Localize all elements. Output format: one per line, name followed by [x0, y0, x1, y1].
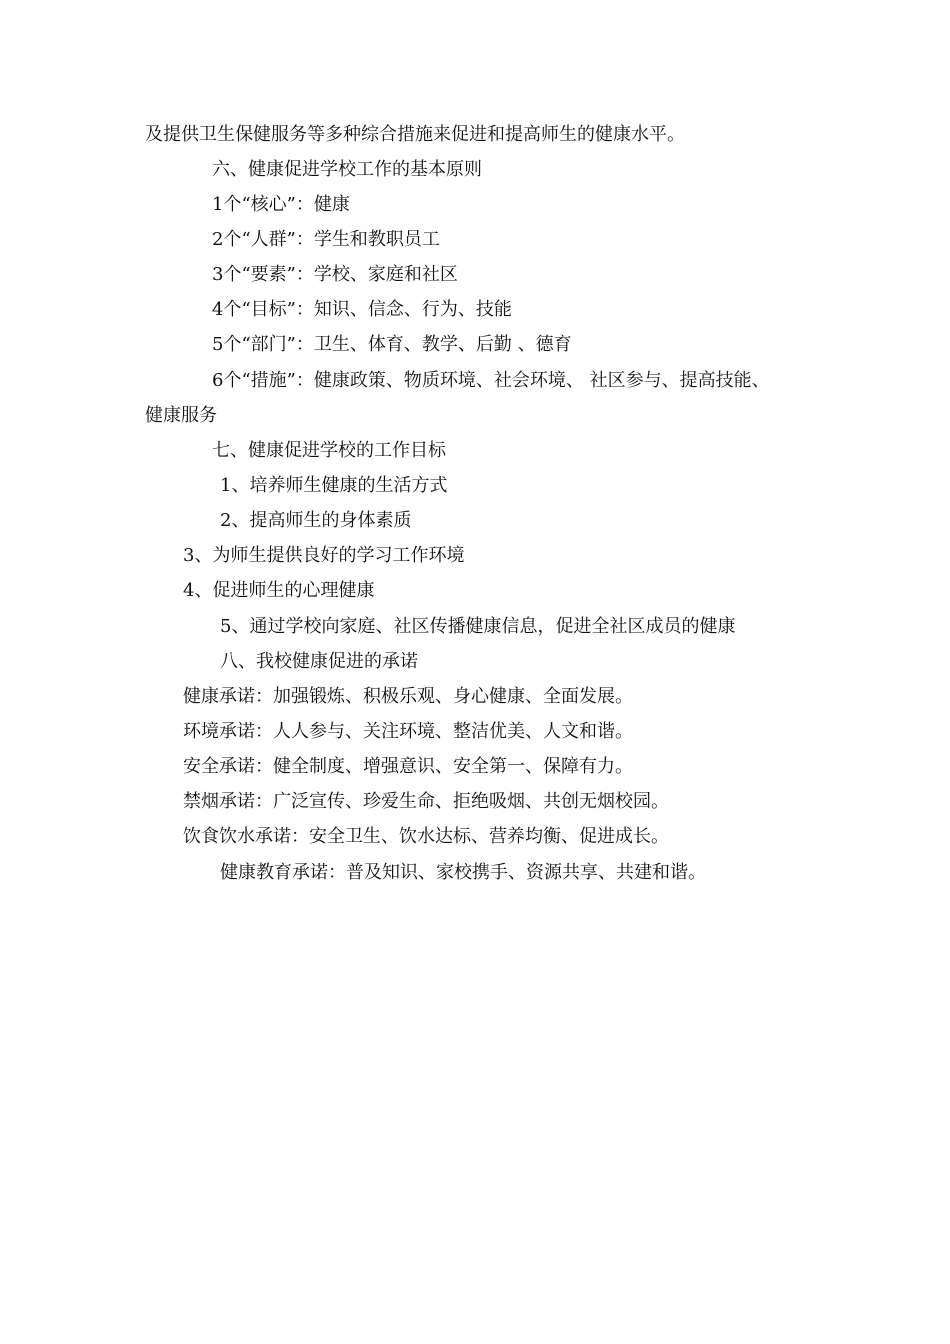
list-item: 1、培养师生健康的生活方式: [220, 475, 448, 496]
list-item: 1个“核心”：健康: [212, 194, 350, 215]
list-item: 2个“人群”：学生和教职员工: [212, 229, 440, 250]
paragraph-line: 健康服务: [145, 405, 217, 426]
list-item: 2、提高师生的身体素质: [220, 510, 412, 531]
commitment-line: 健康承诺：加强锻炼、积极乐观、身心健康、全面发展。: [183, 686, 633, 707]
list-item: 5、通过学校向家庭、社区传播健康信息，促进全社区成员的健康: [220, 616, 736, 637]
commitment-line: 安全承诺：健全制度、增强意识、安全第一、保障有力。: [183, 756, 633, 777]
list-item: 4个“目标”：知识、信念、行为、技能: [212, 299, 512, 320]
list-item: 5个“部门”：卫生、体育、教学、后勤 、德育: [212, 334, 572, 355]
section-heading: 八、我校健康促进的承诺: [220, 651, 418, 672]
list-item: 3、为师生提供良好的学习工作环境: [183, 545, 465, 566]
section-heading: 七、健康促进学校的工作目标: [212, 440, 446, 461]
list-item: 4、促进师生的心理健康: [183, 580, 375, 601]
commitment-line: 禁烟承诺：广泛宣传、珍爱生命、拒绝吸烟、共创无烟校园。: [183, 791, 669, 812]
commitment-line: 环境承诺：人人参与、关注环境、整洁优美、人文和谐。: [183, 721, 633, 742]
list-item: 3个“要素”：学校、家庭和社区: [212, 264, 458, 285]
list-item: 6个“措施”：健康政策、物质环境、社会环境、 社区参与、提高技能、: [212, 370, 770, 391]
commitment-line: 饮食饮水承诺：安全卫生、饮水达标、营养均衡、促进成长。: [183, 826, 669, 847]
paragraph-line: 及提供卫生保健服务等多种综合措施来促进和提高师生的健康水平。: [145, 124, 685, 145]
section-heading: 六、健康促进学校工作的基本原则: [212, 159, 482, 180]
commitment-line: 健康教育承诺：普及知识、家校携手、资源共享、共建和谐。: [220, 862, 706, 883]
